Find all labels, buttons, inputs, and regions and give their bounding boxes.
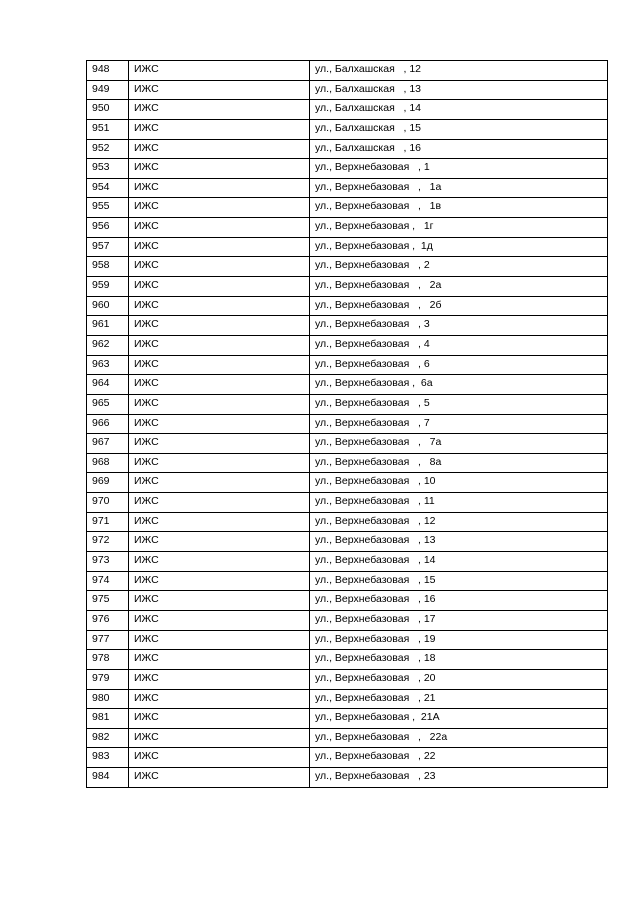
row-number-cell: 982 [87,728,129,748]
table-row [87,100,608,120]
row-type-cell: ИЖС [129,748,310,768]
row-type-cell: ИЖС [129,218,310,238]
row-address-cell: ул., Верхнебазовая , 20 [310,669,608,689]
row-address-cell: ул., Верхнебазовая , 6 [310,355,608,375]
table-row [87,552,608,572]
table-row [87,591,608,611]
table-row [87,296,608,316]
row-address-cell: ул., Верхнебазовая , 11 [310,493,608,513]
table-row [87,355,608,375]
row-type-cell: ИЖС [129,119,310,139]
table-row [87,139,608,159]
row-number-cell: 960 [87,296,129,316]
row-address-cell: ул., Верхнебазовая , 19 [310,630,608,650]
row-type-cell: ИЖС [129,669,310,689]
row-number-cell: 983 [87,748,129,768]
row-address-cell: ул., Верхнебазовая , 13 [310,532,608,552]
row-type-cell: ИЖС [129,552,310,572]
table-row [87,414,608,434]
row-number-cell: 962 [87,335,129,355]
row-address-cell: ул., Верхнебазовая , 1д [310,237,608,257]
row-address-cell: ул., Верхнебазовая , 18 [310,650,608,670]
row-number-cell: 981 [87,709,129,729]
row-address-cell: ул., Верхнебазовая , 3 [310,316,608,336]
table-row [87,748,608,768]
table-row [87,434,608,454]
row-number-cell: 958 [87,257,129,277]
row-type-cell: ИЖС [129,453,310,473]
table-row [87,768,608,788]
row-type-cell: ИЖС [129,473,310,493]
row-type-cell: ИЖС [129,434,310,454]
row-address-cell: ул., Верхнебазовая , 7а [310,434,608,454]
row-address-cell: ул., Балхашская , 12 [310,61,608,81]
row-type-cell: ИЖС [129,296,310,316]
row-type-cell: ИЖС [129,610,310,630]
row-type-cell: ИЖС [129,650,310,670]
row-address-cell: ул., Верхнебазовая , 23 [310,768,608,788]
table-row [87,237,608,257]
row-type-cell: ИЖС [129,512,310,532]
row-address-cell: ул., Балхашская , 13 [310,80,608,100]
row-number-cell: 973 [87,552,129,572]
row-address-cell: ул., Верхнебазовая , 1 [310,159,608,179]
table-row [87,630,608,650]
row-type-cell: ИЖС [129,355,310,375]
row-number-cell: 978 [87,650,129,670]
row-address-cell: ул., Верхнебазовая , 16 [310,591,608,611]
row-address-cell: ул., Верхнебазовая , 8а [310,453,608,473]
table-row [87,61,608,81]
row-address-cell: ул., Верхнебазовая , 6а [310,375,608,395]
table-row [87,257,608,277]
row-address-cell: ул., Верхнебазовая , 14 [310,552,608,572]
row-number-cell: 968 [87,453,129,473]
row-address-cell: ул., Верхнебазовая , 10 [310,473,608,493]
row-number-cell: 965 [87,394,129,414]
row-number-cell: 984 [87,768,129,788]
row-number-cell: 975 [87,591,129,611]
row-address-cell: ул., Верхнебазовая , 21 [310,689,608,709]
row-number-cell: 964 [87,375,129,395]
row-address-cell: ул., Верхнебазовая , 1г [310,218,608,238]
row-address-cell: ул., Верхнебазовая , 4 [310,335,608,355]
row-number-cell: 972 [87,532,129,552]
row-address-cell: ул., Верхнебазовая , 21А [310,709,608,729]
row-type-cell: ИЖС [129,689,310,709]
table-row [87,375,608,395]
table-row [87,198,608,218]
row-number-cell: 954 [87,178,129,198]
row-type-cell: ИЖС [129,532,310,552]
row-address-cell: ул., Верхнебазовая , 15 [310,571,608,591]
row-number-cell: 977 [87,630,129,650]
row-type-cell: ИЖС [129,257,310,277]
row-type-cell: ИЖС [129,198,310,218]
row-number-cell: 969 [87,473,129,493]
table-row [87,394,608,414]
row-type-cell: ИЖС [129,728,310,748]
row-number-cell: 955 [87,198,129,218]
row-number-cell: 961 [87,316,129,336]
row-number-cell: 963 [87,355,129,375]
row-type-cell: ИЖС [129,139,310,159]
row-number-cell: 970 [87,493,129,513]
row-address-cell: ул., Верхнебазовая , 22а [310,728,608,748]
table-row [87,316,608,336]
row-number-cell: 971 [87,512,129,532]
row-address-cell: ул., Верхнебазовая , 17 [310,610,608,630]
table-row [87,650,608,670]
row-address-cell: ул., Верхнебазовая , 2а [310,277,608,297]
row-type-cell: ИЖС [129,316,310,336]
row-number-cell: 966 [87,414,129,434]
row-type-cell: ИЖС [129,571,310,591]
row-number-cell: 957 [87,237,129,257]
address-table [86,60,608,788]
table-row [87,335,608,355]
table-row [87,728,608,748]
row-number-cell: 979 [87,669,129,689]
row-type-cell: ИЖС [129,237,310,257]
table-body [87,61,608,788]
row-type-cell: ИЖС [129,768,310,788]
table-row [87,277,608,297]
table-row [87,669,608,689]
row-number-cell: 976 [87,610,129,630]
row-type-cell: ИЖС [129,159,310,179]
table-row [87,80,608,100]
row-number-cell: 951 [87,119,129,139]
row-type-cell: ИЖС [129,277,310,297]
row-number-cell: 959 [87,277,129,297]
row-type-cell: ИЖС [129,414,310,434]
table-row [87,119,608,139]
row-address-cell: ул., Верхнебазовая , 7 [310,414,608,434]
table-row [87,512,608,532]
row-number-cell: 948 [87,61,129,81]
row-address-cell: ул., Верхнебазовая , 2 [310,257,608,277]
row-type-cell: ИЖС [129,709,310,729]
row-address-cell: ул., Балхашская , 16 [310,139,608,159]
row-type-cell: ИЖС [129,375,310,395]
row-type-cell: ИЖС [129,394,310,414]
table-row [87,493,608,513]
table-row [87,178,608,198]
row-type-cell: ИЖС [129,100,310,120]
table-row [87,159,608,179]
row-address-cell: ул., Верхнебазовая , 1а [310,178,608,198]
row-number-cell: 980 [87,689,129,709]
row-number-cell: 949 [87,80,129,100]
row-type-cell: ИЖС [129,80,310,100]
row-number-cell: 952 [87,139,129,159]
row-address-cell: ул., Верхнебазовая , 22 [310,748,608,768]
table-row [87,709,608,729]
row-address-cell: ул., Верхнебазовая , 1в [310,198,608,218]
table-row [87,610,608,630]
row-address-cell: ул., Балхашская , 15 [310,119,608,139]
table-row [87,571,608,591]
row-address-cell: ул., Балхашская , 14 [310,100,608,120]
row-number-cell: 956 [87,218,129,238]
row-address-cell: ул., Верхнебазовая , 12 [310,512,608,532]
row-type-cell: ИЖС [129,493,310,513]
row-type-cell: ИЖС [129,591,310,611]
row-number-cell: 953 [87,159,129,179]
row-number-cell: 950 [87,100,129,120]
table-row [87,689,608,709]
row-type-cell: ИЖС [129,335,310,355]
table-row [87,473,608,493]
table-row [87,532,608,552]
row-address-cell: ул., Верхнебазовая , 2б [310,296,608,316]
row-type-cell: ИЖС [129,61,310,81]
row-type-cell: ИЖС [129,178,310,198]
table-row [87,218,608,238]
row-address-cell: ул., Верхнебазовая , 5 [310,394,608,414]
row-number-cell: 974 [87,571,129,591]
row-type-cell: ИЖС [129,630,310,650]
table-row [87,453,608,473]
row-number-cell: 967 [87,434,129,454]
